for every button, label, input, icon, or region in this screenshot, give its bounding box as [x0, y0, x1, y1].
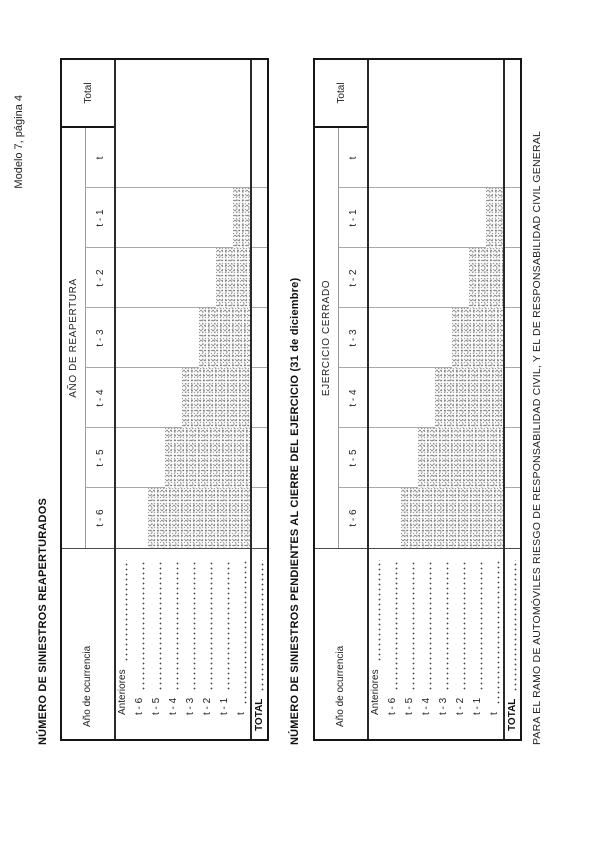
- blocked-cells-t1: [233, 188, 250, 248]
- dot-leader: [395, 560, 398, 691]
- col-header-t4: t - 4: [347, 389, 359, 407]
- blocked-cells-t4: [435, 368, 503, 428]
- col-header-t6: t - 6: [347, 509, 359, 527]
- dot-leader: [497, 560, 500, 705]
- row-label-t5: t - 5: [148, 554, 165, 715]
- col-header-t5: t - 5: [94, 449, 106, 467]
- blocked-cells-t5: [165, 428, 250, 488]
- row-label-t5: t - 5: [401, 554, 418, 715]
- blocked-cells-t3: [452, 308, 503, 368]
- dot-leader: [261, 560, 264, 692]
- dot-leader: [480, 560, 483, 691]
- dot-leader: [429, 560, 432, 691]
- total-row-label: TOTAL: [505, 554, 520, 731]
- col-header-t3: t - 3: [347, 329, 359, 347]
- col-header-t4: t - 4: [94, 389, 106, 407]
- row-label-t: t: [486, 554, 503, 715]
- dot-leader: [378, 560, 381, 662]
- column-group-header: EJERCICIO CERRADO: [315, 128, 339, 548]
- col-header-t2: t - 2: [347, 269, 359, 287]
- total-column-header: Total: [315, 60, 367, 128]
- col-header-t2: t - 2: [94, 269, 106, 287]
- blocked-cells-t2: [216, 248, 250, 308]
- dot-leader: [463, 560, 466, 691]
- dot-leader: [193, 560, 196, 691]
- row-label-t4: t - 4: [165, 554, 182, 715]
- row-label-t6: t - 6: [384, 554, 401, 715]
- row-label-t1: t - 1: [469, 554, 486, 715]
- dot-leader: [159, 560, 162, 691]
- dot-leader: [125, 560, 128, 662]
- col-header-t: t: [94, 156, 106, 160]
- dot-leader: [514, 560, 517, 692]
- dot-leader: [210, 560, 213, 691]
- dot-leader: [142, 560, 145, 691]
- col-header-t: t: [347, 156, 359, 160]
- dot-leader: [412, 560, 415, 691]
- blocked-cells-t1: [486, 188, 503, 248]
- total-column-header: Total: [62, 60, 114, 128]
- row-label-t2: t - 2: [199, 554, 216, 715]
- row-axis-label: Año de ocurrencia: [82, 645, 93, 727]
- footer-scope-note: PARA EL RAMO DE AUTOMÓVILES RIESGO DE RESPONSABILIDAD CIVIL, Y EL DE RESPONSABILIDAD CIVIL GENERAL: [531, 130, 543, 745]
- blocked-cells-t2: [469, 248, 503, 308]
- blocked-cells-t6: [148, 488, 250, 548]
- col-header-t5: t - 5: [347, 449, 359, 467]
- total-row-label: TOTAL: [252, 554, 267, 731]
- page-label: Modelo 7, página 4: [13, 95, 25, 189]
- row-label-t: t: [233, 554, 250, 715]
- blocked-cells-t4: [182, 368, 250, 428]
- col-header-t3: t - 3: [94, 329, 106, 347]
- column-group-header: AÑO DE REAPERTURA: [62, 128, 86, 548]
- blocked-cells-t6: [401, 488, 503, 548]
- col-header-t1: t - 1: [347, 209, 359, 227]
- blocked-cells-t5: [418, 428, 503, 488]
- table1-title: NÚMERO DE SINIESTROS REAPERTURADOS: [37, 498, 49, 745]
- row-label-t4: t - 4: [418, 554, 435, 715]
- row-axis-label: Año de ocurrencia: [335, 645, 346, 727]
- table-reaperturados: [60, 58, 269, 741]
- row-label-t6: t - 6: [131, 554, 148, 715]
- dot-leader: [227, 560, 230, 691]
- row-label-t1: t - 1: [216, 554, 233, 715]
- col-header-t1: t - 1: [94, 209, 106, 227]
- row-label-t2: t - 2: [452, 554, 469, 715]
- row-label-anteriores: Anteriores: [114, 554, 131, 715]
- blocked-cells-t3: [199, 308, 250, 368]
- row-label-t3: t - 3: [435, 554, 452, 715]
- row-label-t3: t - 3: [182, 554, 199, 715]
- dot-leader: [176, 560, 179, 691]
- row-label-anteriores: Anteriores: [367, 554, 384, 715]
- table2-title: NÚMERO DE SINIESTROS PENDIENTES AL CIERRE DEL EJERCICIO (31 de diciembre): [289, 277, 301, 745]
- col-header-t6: t - 6: [94, 509, 106, 527]
- dot-leader: [244, 560, 247, 705]
- dot-leader: [446, 560, 449, 691]
- table-pendientes: [313, 58, 522, 741]
